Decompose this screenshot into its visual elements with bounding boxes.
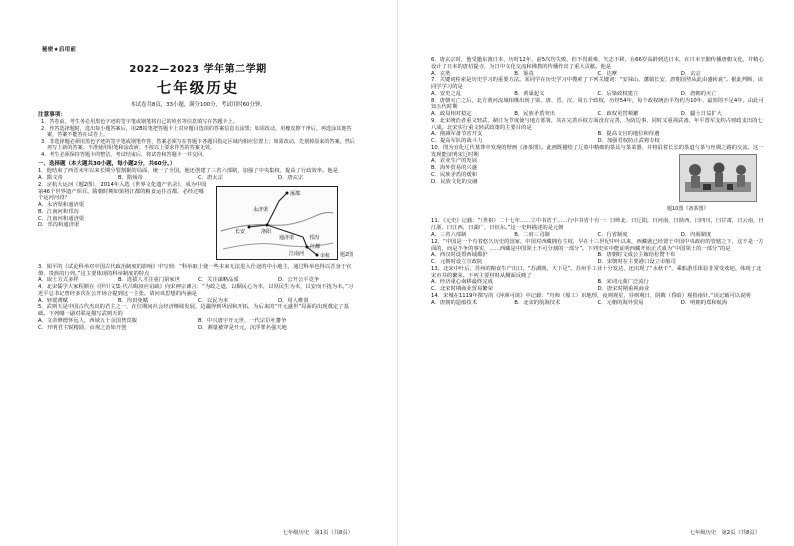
question-5 bbox=[38, 304, 358, 331]
option-c: C．元朝的海外贸易 bbox=[597, 299, 644, 306]
option-d: D．测量被穿是开元，沉浮罪名强天地 bbox=[198, 324, 287, 331]
map-label: 邗沟 bbox=[309, 234, 320, 241]
question-12 bbox=[431, 239, 764, 266]
option-c: C．后梁政权建立 bbox=[597, 90, 639, 97]
question-stem: 8．唐朝灭亡之后，北方黄河流域相继出现了梁、唐、晋、汉、周五个政权，历经54年，每个政权统治平均约为10年，最短的不足4年。由此可知五代时期 bbox=[431, 97, 764, 111]
question-8 bbox=[431, 98, 764, 118]
question-11 bbox=[431, 218, 764, 238]
question-stem: 1．他结束了西晋末年以来长期分裂割据的局面，统一了全国。他还创建了三省六部制，加强了中央集权，提高了行政效率。他是 bbox=[38, 168, 338, 175]
question-stem: 6．唐玄宗时，他受邀东渡日本，历时12年，前5次均失败，但不畏艰难，矢志不移，在66岁高龄到达日本，在日本辛勤传播唐朝文化，并精心设计了日本的唐招提寺，为日中文化交流和佛教的传播作出了重大贡献。他是 bbox=[431, 57, 764, 70]
question-stem: 14．宋城在1119年撰写的《萍洲可谈》中记载：“舟师（船工）识地理，夜则观星，昼则观日，阴晦（昏暗）观指南针。”该记载可以说明 bbox=[431, 292, 751, 299]
option-c: C．开明君主锐精励，贞观之治始开创 bbox=[38, 324, 127, 331]
question-3 bbox=[38, 264, 358, 284]
question-1 bbox=[38, 168, 358, 182]
option-a: A．隋文帝 bbox=[38, 175, 63, 182]
option-d: D．玄宗 bbox=[680, 70, 701, 77]
confidential-mark: 秘密★启用前 bbox=[42, 47, 77, 53]
map-label: 余杭 bbox=[320, 252, 331, 259]
subject-title: 七年级历史 bbox=[156, 80, 240, 97]
option-a: A．玄奘 bbox=[431, 70, 451, 77]
option-b: B．黄巢起义 bbox=[514, 90, 545, 97]
option-d: D．邗沟和通济渠 bbox=[38, 222, 80, 229]
option-d: D．唐玄宗 bbox=[278, 175, 304, 182]
option-b: B．中兴唐宇开元世，一代宗臣吐蕃争 bbox=[198, 317, 287, 324]
option-d: D．疆土日益扩大 bbox=[680, 111, 722, 118]
notice-item: 4．考生必须保持答题卡的整洁。考试结束后，将试卷和答题卡一并交回。 bbox=[41, 151, 208, 158]
page-2 bbox=[397, 0, 794, 546]
map-label: 通济渠 bbox=[279, 234, 295, 241]
map-label: 涿郡 bbox=[290, 190, 301, 197]
option-b: B．海外贸易的兴盛 bbox=[431, 165, 478, 172]
option-a: A．唐朝的造船技术 bbox=[431, 299, 477, 306]
option-d: D．公开公平竞争 bbox=[278, 277, 320, 284]
notice-title: 注意事项： bbox=[38, 112, 66, 119]
option-a: A．文帝修德怀远人，西域五十余国皆宾服 bbox=[38, 317, 137, 324]
option-d: D．内阁制度 bbox=[680, 232, 712, 239]
map-label: 江都 bbox=[310, 243, 321, 250]
option-c: C．元朝时设立宣政院 bbox=[431, 259, 483, 266]
option-d: D．明朝的郑和航海 bbox=[680, 299, 728, 306]
option-b: B．江南河和邗沟 bbox=[38, 208, 79, 215]
notice-item: 2．作答选择题时，选出每小题答案后，用2B铅笔把答题卡上对应题目选项的答案信息点涂黑；如需改动，用橡皮擦干净后，再选涂其他答案，答案不能答在试卷上。 bbox=[41, 125, 352, 139]
map-label: 洛阳 bbox=[261, 228, 272, 235]
option-a: A．轻徭薄赋 bbox=[38, 297, 69, 304]
option-b: B．二府三司制 bbox=[514, 232, 550, 239]
section-title: 一、选择题（本大题共30小题，每小题2分，共60分。） bbox=[38, 161, 176, 168]
figure-caption: 题10图《备茶图》 bbox=[667, 206, 709, 213]
figure-caption: 题2图 bbox=[340, 251, 354, 258]
notice-list bbox=[38, 119, 358, 158]
question-7 bbox=[431, 77, 764, 97]
option-b: B．鉴真 bbox=[514, 70, 534, 77]
option-a: A．安史之乱 bbox=[431, 90, 462, 97]
option-c: C．江南河和通济渠 bbox=[38, 215, 85, 222]
option-d: D．用人唯贤 bbox=[278, 297, 309, 304]
option-c: C．唐太宗 bbox=[198, 175, 223, 182]
option-b: B．北宋的航海技术 bbox=[514, 299, 561, 306]
question-14 bbox=[431, 293, 764, 307]
notice-item: 1．答卷前，考生务必用黑色字迹的签字笔或钢笔将自己的姓名等信息填写在答题卡上。 bbox=[41, 119, 238, 126]
exam-intro: 本试卷共8页，33小题，满分100分，考试用时60分钟。 bbox=[130, 102, 266, 109]
option-c: C．政权更替频繁 bbox=[597, 111, 639, 118]
question-stem: 4．北宋儒学大家程颢在《伊川文集·代吕晦叔应诏疏》向宋神宗谏言：“为政之道，以顺民心为本，以厚民生为本，以安而不扰为本。”习近平总书记曾经多次在公开场合提到这一主张。请问该思想的内涵是 bbox=[38, 284, 354, 297]
canal-map bbox=[216, 186, 338, 260]
option-c: C．达摩 bbox=[597, 70, 618, 77]
question-stem: 5．武则天是中国古代杰出的君主之一，在位期间社会经济继续发展，边疆得到巩固和开拓，为后来的“开元盛世”局面的出现奠定了基础。下列哪一副对联是描写武则天的 bbox=[38, 304, 349, 318]
question-6 bbox=[431, 57, 764, 77]
option-b: B．唐朝时文成公主嫁给松赞干布 bbox=[597, 252, 676, 259]
map-label: 永济渠 bbox=[253, 206, 269, 213]
page-number: 七年级历史 第1页（共8页） bbox=[282, 530, 353, 537]
option-a: A．削减军备节省开支 bbox=[431, 131, 483, 138]
question-10 bbox=[431, 145, 764, 219]
option-d: D．加强君权防止武将专权 bbox=[597, 138, 660, 145]
question-9 bbox=[431, 118, 764, 145]
page-number: 七年级历史 第2页（共8页） bbox=[689, 530, 760, 537]
option-c: C．行省制度 bbox=[597, 232, 628, 239]
option-a: A．西汉时设置西域都护 bbox=[431, 252, 488, 259]
option-b: B．提高文官的地位和待遇 bbox=[597, 131, 660, 138]
notice-item: 3．非选择题必须用黑色字迹的签字笔或钢笔作答，答案必须写在答题卡各题目指定区域内相应位置上；如需改动，先划掉原来的答案，然后再写上新的答案；不准使用铅笔和涂改液。不按以上要求作答的答案无效。 bbox=[41, 138, 355, 152]
option-b: B．隋炀帝 bbox=[118, 175, 143, 182]
map-label: 长安 bbox=[235, 228, 246, 235]
option-c: C．提高军队的战斗力 bbox=[431, 138, 483, 145]
option-c: C．北宋时期商业贸易繁荣 bbox=[431, 286, 493, 293]
option-b: B．选拔人才注重门第家世 bbox=[118, 277, 180, 284]
page-footer bbox=[0, 530, 397, 537]
option-d: D．宋朝时在主要港口设立市舶司 bbox=[597, 259, 676, 266]
tea-painting-figure bbox=[679, 154, 757, 202]
question-stem: 11．《元史》记载：“（世祖）二十七年……立中书省于……行中书省十有一：曰岭北、曰辽阳，曰河南，曰陕西，曰四川，曰甘肃，曰云南，曰江浙，曰江西，曰湖广，曰征东。”这一史料描述的是元朝 bbox=[431, 218, 764, 232]
option-a: A．政局相对稳定 bbox=[431, 111, 472, 118]
question-stem: 3．娟平的《试论科举对中国古代政治制度的影响》中写到：“科举取士使一些本来无法进入仕途的中小地主，通过科举也得以晋身于官僚、贵族的行列。”这主要体现的科举制度的特点 bbox=[38, 263, 352, 277]
term-title: 2022—2023 学年第二学期 bbox=[129, 64, 267, 75]
option-a: A．永济渠和通济渠 bbox=[38, 202, 84, 209]
question-stem: 13．北宋中叶后，苏州的粮食生产出口，“苏湖熟，天下足”。苏州手工业十分发达，还出现了“水秋千”，乘船游乐体验非常受欢迎。体现了北宋市井的繁荣。下列主要材料从侧面反映了 bbox=[431, 265, 762, 279]
question-stem: 12．“中国是一个有着悠久历史的国家，中国对西藏拥有主权，早在十三世纪中叶以来，西藏就已经置于中国中央政府的管辖之下，这不是一方面的，而是不争的事实，……西藏是中国领土不可分割的一部分”。下列史实中能证明西藏开始正式成为“中国领土的一部分”的是 bbox=[431, 238, 764, 252]
page-footer bbox=[397, 530, 794, 537]
option-a: A．取士方式多样 bbox=[38, 277, 79, 284]
option-d: D．民族文化的交融 bbox=[431, 178, 478, 185]
option-b: B．宋词元曲广泛流行 bbox=[597, 279, 649, 286]
option-c: C．以民为本 bbox=[198, 297, 229, 304]
option-b: B．均田免赋 bbox=[118, 297, 149, 304]
question-13 bbox=[431, 266, 764, 293]
option-d: D．唐宋时期重视商业 bbox=[597, 286, 650, 293]
option-d: D．唐朝的灭亡 bbox=[680, 90, 717, 97]
question-4 bbox=[38, 284, 358, 304]
option-a: A．三省六部制 bbox=[431, 232, 467, 239]
option-c: C．民族矛盾的缓和 bbox=[431, 172, 478, 179]
question-2 bbox=[38, 182, 358, 264]
option-c: C．关注谋略品质 bbox=[198, 277, 239, 284]
map-label: 江南河 bbox=[289, 250, 305, 257]
question-stem: 9．北宋统治者重文轻武，制订为节度使与地方部署，其在完善兵权方面没有完善，为防边事，同时又重视武备，年平置军支约占财政支出的七八成。北宋实行重文轻武政策的主要目的是 bbox=[431, 117, 763, 131]
option-a: A．经济重心南移最终完成 bbox=[431, 279, 493, 286]
option-b: B．民族矛盾突出 bbox=[514, 111, 555, 118]
option-a: A．农业生产的发展 bbox=[431, 158, 477, 165]
question-stem: 7．关键词检索是历史学习的重要方法。某同学在历史学习中搜索了下列关键词：“安禄山、藩镇长安、唐朝国势从此由盛转衰”。据此判断，该同学学习的是 bbox=[431, 77, 763, 91]
question-stem: 10．图为宜化辽代墓葬中发现的壁画《备茶图》。此画既描绘了辽墓中精细的茶具与茶菜器，并将沿着长长的茶道与茶与丝绸之路的交流。这一发现能证明宋辽时期 bbox=[431, 144, 764, 158]
question-stem: 2．京杭大运河（题2图），2014年入选《世界文化遗产名录》，成为中国第46个世界遗产项目。隋朝时期如果将江都的粮食运往首都，必经过哪个运河河段？ bbox=[38, 181, 207, 202]
